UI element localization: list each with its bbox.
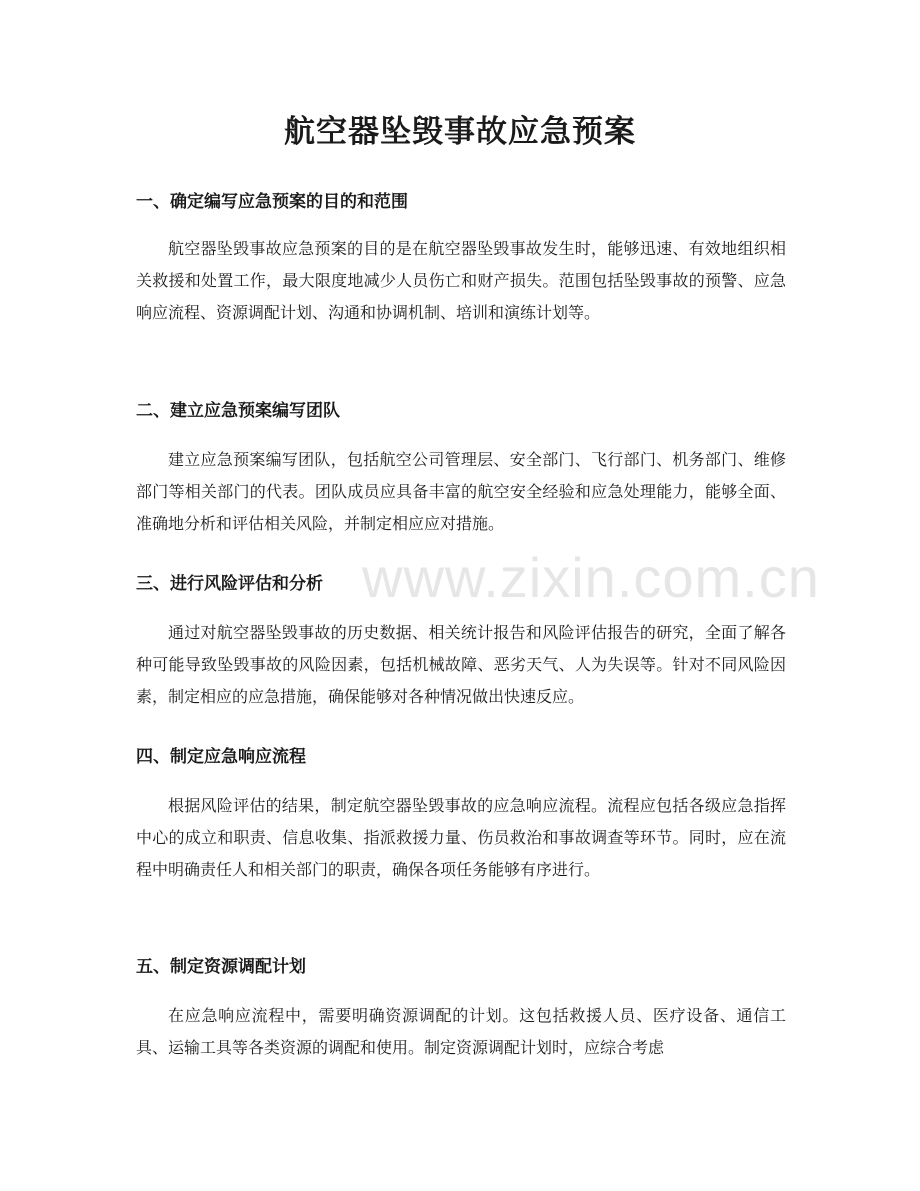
section-1-heading: 一、确定编写应急预案的目的和范围 — [136, 192, 408, 212]
section-3-heading: 三、进行风险评估和分析 — [136, 574, 323, 594]
section-5-body: 在应急响应流程中，需要明确资源调配的计划。这包括救援人员、医疗设备、通信工具、运输工具等各类资源的调配和使用。制定资源调配计划时，应综合考虑 — [136, 1006, 786, 1057]
document-title: 航空器坠毁事故应急预案 — [284, 114, 636, 150]
section-1-body: 航空器坠毁事故应急预案的目的是在航空器坠毁事故发生时，能够迅速、有效地组织相关救援和处置工作，最大限度地减少人员伤亡和财产损失。范围包括坠毁事故的预警、应急响应流程、资源调配计划、沟通和协调机制、培训和演练计划等。 — [136, 239, 786, 322]
section-4-heading: 四、制定应急响应流程 — [136, 747, 306, 767]
section-4-body: 根据风险评估的结果，制定航空器坠毁事故的应急响应流程。流程应包括各级应急指挥中心的成立和职责、信息收集、指派救援力量、伤员救治和事故调查等环节。同时，应在流程中明确责任人和相关部门的职责，确保各项任务能够有序进行。 — [136, 796, 786, 879]
section-3-body: 通过对航空器坠毁事故的历史数据、相关统计报告和风险评估报告的研究，全面了解各种可能导致坠毁事故的风险因素，包括机械故障、恶劣天气、人为失误等。针对不同风险因素，制定相应的应急措施，确保能够对各种情况做出快速反应。 — [136, 623, 786, 706]
section-2-heading: 二、建立应急预案编写团队 — [136, 401, 340, 421]
watermark: www.zixin.com.cn — [362, 546, 820, 609]
section-5-heading: 五、制定资源调配计划 — [136, 957, 306, 977]
section-2-body: 建立应急预案编写团队，包括航空公司管理层、安全部门、飞行部门、机务部门、维修部门等相关部门的代表。团队成员应具备丰富的航空安全经验和应急处理能力，能够全面、准确地分析和评估相关风险，并制定相应应对措施。 — [136, 450, 786, 533]
